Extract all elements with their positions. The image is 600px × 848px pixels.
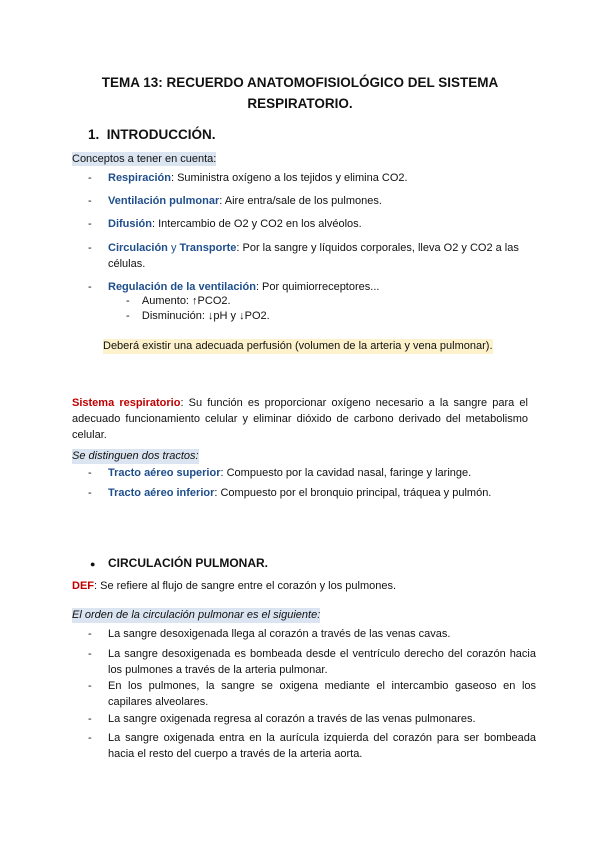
- def-text: : Se refiere al flujo de sangre entre el corazón y los pulmones.: [94, 580, 397, 592]
- item-text: : Compuesto por la cavidad nasal, faringe y laringe.: [220, 467, 472, 479]
- dash-marker: -: [126, 310, 130, 322]
- sub-list-item: [126, 294, 231, 309]
- dash-marker: -: [88, 195, 92, 207]
- list-item: [88, 485, 536, 501]
- list-item: [88, 678, 536, 710]
- term: Respiración: [108, 172, 171, 184]
- dash-marker: -: [88, 172, 92, 184]
- list-item: [88, 216, 536, 232]
- list-item: [88, 711, 536, 727]
- step-text: La sangre oxigenada entra en la aurícula izquierda del corazón para ser bombeada hacia el resto del cuerpo a través de la arteria aorta.: [108, 732, 536, 760]
- intro-label: Conceptos a tener en cuenta:: [72, 153, 217, 165]
- order-label: El orden de la circulación pulmonar es el siguiente:: [72, 609, 321, 621]
- dash-marker: -: [88, 218, 92, 230]
- term: Transporte: [179, 242, 237, 254]
- item-text: : Intercambio de O2 y CO2 en los alvéolos.: [152, 218, 362, 230]
- step-text: La sangre oxigenada regresa al corazón a través de las venas pulmonares.: [108, 713, 476, 725]
- term: Sistema respiratorio: [72, 397, 181, 409]
- term: Tracto aéreo superior: [108, 467, 221, 479]
- circulacion-heading: CIRCULACIÓN PULMONAR.: [108, 556, 268, 570]
- perfusion-note: Deberá existir una adecuada perfusión (volumen de la arteria y vena pulmonar).: [103, 340, 493, 352]
- section-number: 1.: [88, 127, 100, 142]
- title-line-1: TEMA 13: RECUERDO ANATOMOFISIOLÓGICO DEL SISTEMA: [101, 75, 499, 90]
- dash-marker: -: [88, 732, 92, 744]
- term: Difusión: [108, 218, 152, 230]
- dash-marker: -: [88, 242, 92, 254]
- dash-marker: -: [88, 648, 92, 660]
- sub-item-text: Aumento: ↑PCO2.: [141, 295, 231, 307]
- bullet-marker: ●: [90, 559, 96, 569]
- list-item: [88, 240, 536, 272]
- step-text: En los pulmones, la sangre se oxigena mediante el intercambio gaseoso en los capilares alveolares.: [108, 680, 536, 708]
- item-text: : Por la sangre y líquidos corporales, lleva O2 y CO2 a las células.: [108, 242, 519, 270]
- sistema-paragraph: [72, 395, 528, 443]
- title-line-2: RESPIRATORIO.: [247, 96, 353, 111]
- sub-item-text: Disminución: ↓pH y ↓PO2.: [141, 310, 270, 322]
- item-text: : Por quimiorreceptores...: [255, 281, 380, 293]
- distinguish-label: Se distinguen dos tractos:: [72, 450, 199, 462]
- dash-marker: -: [88, 281, 92, 293]
- dash-marker: -: [88, 628, 92, 640]
- list-item: [88, 193, 536, 209]
- section-heading-text: INTRODUCCIÓN.: [106, 127, 216, 142]
- list-item: [88, 626, 536, 642]
- def-term: DEF: [72, 580, 94, 592]
- term: Circulación: [108, 242, 168, 254]
- dash-marker: -: [88, 467, 92, 479]
- list-item: [88, 465, 536, 481]
- paragraph-text: : Su función es proporcionar oxígeno necesario a la sangre para el adecuado funcionamiento celular y eliminar dióxido de carbono derivado del metabolismo celular.: [72, 397, 528, 441]
- list-item: [88, 730, 536, 762]
- connector: y: [167, 242, 180, 254]
- dash-marker: -: [88, 680, 92, 692]
- dash-marker: -: [88, 487, 92, 499]
- document-title: [70, 72, 530, 114]
- term: Regulación de la ventilación: [108, 281, 256, 293]
- item-text: : Aire entra/sale de los pulmones.: [219, 195, 382, 207]
- item-text: : Suministra oxígeno a los tejidos y elimina CO2.: [170, 172, 408, 184]
- term: Ventilación pulmonar: [108, 195, 220, 207]
- def-line: [72, 578, 396, 594]
- step-text: La sangre desoxigenada llega al corazón a través de las venas cavas.: [108, 628, 451, 640]
- term: Tracto aéreo inferior: [108, 487, 215, 499]
- list-item: [88, 646, 536, 678]
- dash-marker: -: [88, 713, 92, 725]
- dash-marker: -: [126, 295, 130, 307]
- step-text: La sangre desoxigenada es bombeada desde el ventrículo derecho del corazón hacia los pulmones a través de la arteria pulmonar.: [108, 648, 536, 676]
- list-item: [88, 279, 536, 295]
- section-heading-introduccion: [88, 127, 216, 142]
- sub-list-item: [126, 309, 270, 324]
- item-text: : Compuesto por el bronquio principal, tráquea y pulmón.: [214, 487, 492, 499]
- list-item: [88, 170, 536, 186]
